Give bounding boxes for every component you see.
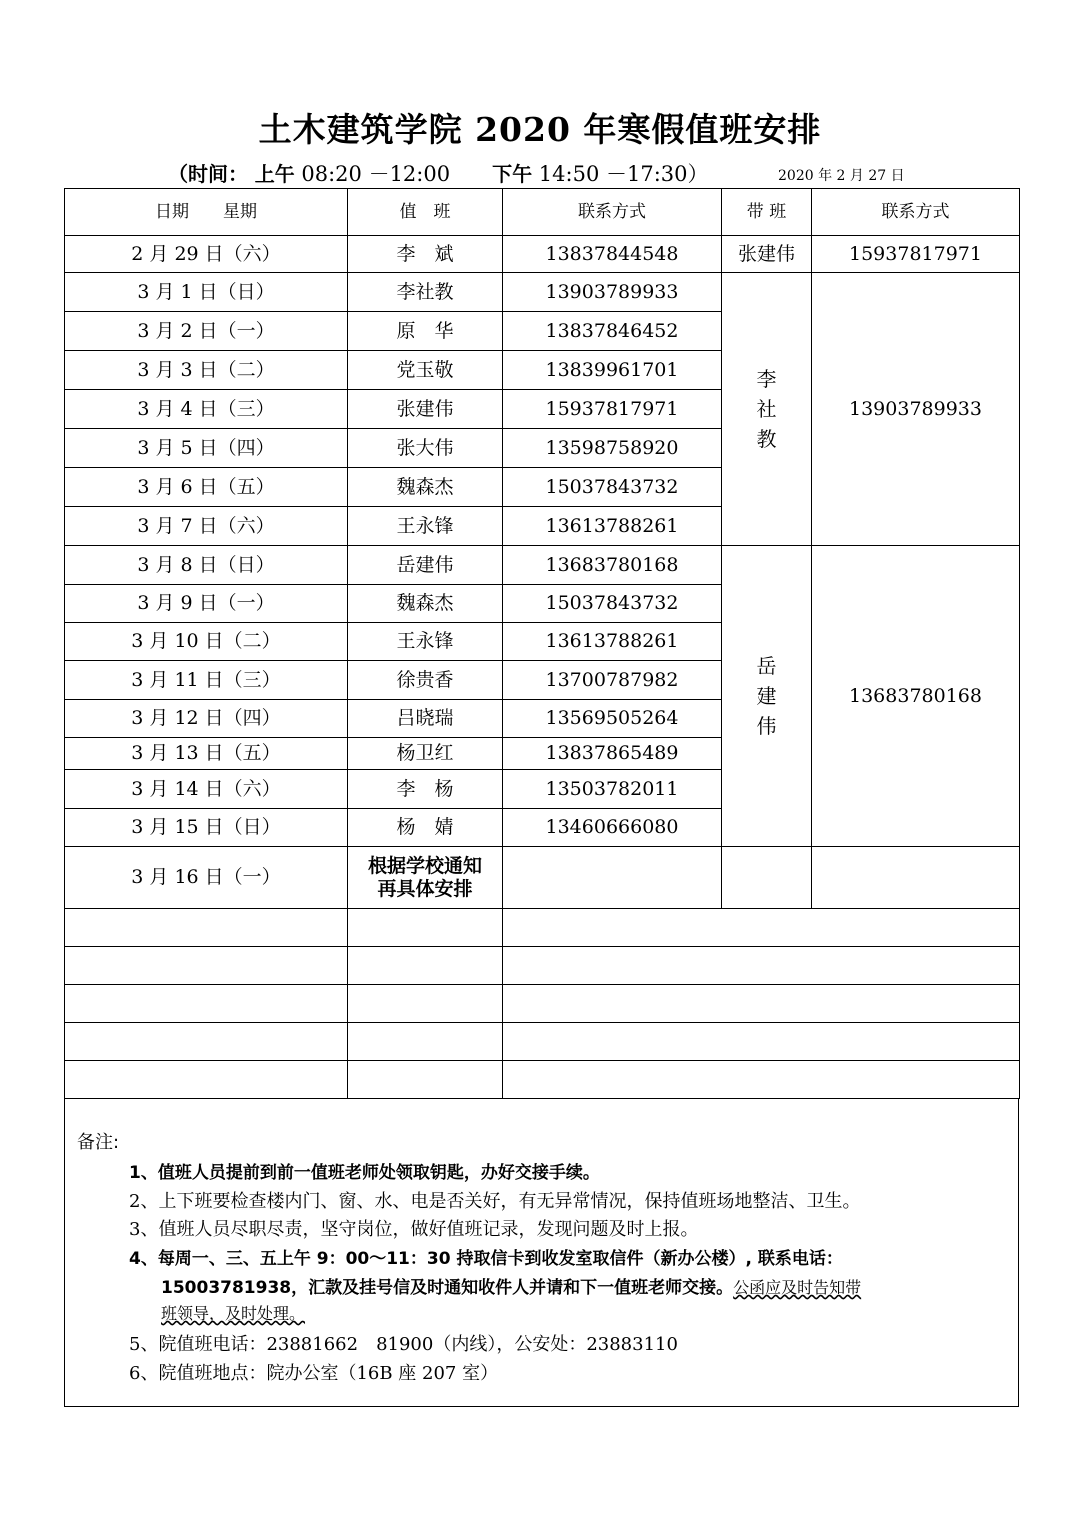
row-date: 3 月 3 日（二）: [65, 351, 348, 390]
note-item-cont: [161, 1273, 861, 1298]
empty-row: [65, 1023, 1020, 1061]
row-date: 3 月 12 日（四）: [65, 700, 348, 738]
table-row: [65, 236, 1020, 273]
row-name: 李 杨: [348, 770, 503, 809]
row-phone: 13503782011: [503, 770, 722, 809]
leader-name: 张建伟: [722, 236, 812, 273]
table-row: [65, 847, 1020, 909]
am-label: 上午: [254, 162, 295, 186]
note-item: 3、值班人员尽职尽责，坚守岗位，做好值班记录，发现问题及时上报。: [129, 1219, 699, 1240]
note-text: 15003781938，汇款及挂号信及时通知收件人并请和下一值班老师交接。: [161, 1278, 734, 1298]
time-close: ）: [687, 162, 709, 186]
row-name: 王永锋: [348, 623, 503, 661]
note-item: 1、值班人员提前到前一值班老师处领取钥匙，办好交接手续。: [129, 1163, 600, 1183]
row-date: 3 月 10 日（二）: [65, 623, 348, 661]
row-name: 李 斌: [348, 236, 503, 273]
row-date: 3 月 13 日（五）: [65, 738, 348, 770]
note-item-cont: [161, 1301, 305, 1324]
table-row: [65, 546, 1020, 585]
note-item: 2、上下班要检查楼内门、窗、水、电是否关好，有无异常情况，保持值班场地整洁、卫生。: [129, 1191, 861, 1212]
row-phone: 13700787982: [503, 661, 722, 700]
row-phone: 13613788261: [503, 623, 722, 661]
note-item: 5、院值班电话：23881662 81900（内线），公安处：23883110: [129, 1334, 678, 1355]
row-date: 3 月 16 日（一）: [65, 847, 348, 909]
duty-table: [64, 188, 1020, 1099]
row-name: 张建伟: [348, 390, 503, 429]
row-phone: 13837846452: [503, 312, 722, 351]
row-name: 原 华: [348, 312, 503, 351]
time-line: [168, 158, 709, 188]
leader-name: 岳建伟: [756, 654, 777, 738]
page-title: 土木建筑学院 2020 年寒假值班安排: [258, 110, 822, 149]
empty-row: [65, 1061, 1020, 1099]
time-label: 时间：: [188, 162, 248, 186]
header-contact: 联系方式: [503, 189, 722, 236]
leader-name: 李社教: [756, 367, 777, 451]
empty-cell: [503, 847, 722, 909]
issue-date: 2020 年 2 月 27 日: [778, 168, 905, 184]
row-phone: 13903789933: [503, 273, 722, 312]
row-phone: 13613788261: [503, 507, 722, 546]
row-date: 3 月 11 日（三）: [65, 661, 348, 700]
leader-name-cell: [722, 273, 812, 546]
empty-row: [65, 985, 1020, 1023]
pm-label: 下午: [492, 162, 533, 186]
row-date: 3 月 1 日（日）: [65, 273, 348, 312]
row-name: 徐贵香: [348, 661, 503, 700]
header-date: 日期 星期: [65, 189, 348, 236]
row-note: [348, 847, 503, 909]
header-leader: 带 班: [722, 189, 812, 236]
row-phone: 13598758920: [503, 429, 722, 468]
row-phone: 13839961701: [503, 351, 722, 390]
notes-box: [64, 1098, 1019, 1407]
table-header: [65, 189, 1020, 236]
notes-label: 备注:: [77, 1132, 120, 1153]
empty-row: [65, 909, 1020, 947]
row-phone: 15037843732: [503, 468, 722, 507]
row-name: 魏森杰: [348, 468, 503, 507]
header-duty: 值 班: [348, 189, 503, 236]
note-item: 4、每周一、三、五上午 9：00～11：30 持取信卡到收发室取信件（新办公楼）, 联系电话：: [129, 1249, 843, 1269]
row-name: 岳建伟: [348, 546, 503, 585]
row-phone: 13460666080: [503, 809, 722, 847]
note-item: 6、院值班地点：院办公室（16B 座 207 室）: [129, 1363, 499, 1384]
row-phone: 15037843732: [503, 585, 722, 623]
row-phone: 13837844548: [503, 236, 722, 273]
leader-name-cell: [722, 546, 812, 847]
row-name: 杨卫红: [348, 738, 503, 770]
row-date: 3 月 15 日（日）: [65, 809, 348, 847]
row-name: 魏森杰: [348, 585, 503, 623]
row-name: 王永锋: [348, 507, 503, 546]
leader-phone: 13683780168: [812, 546, 1020, 847]
row-date: 3 月 8 日（日）: [65, 546, 348, 585]
header-leader-contact: 联系方式: [812, 189, 1020, 236]
row-date: 3 月 14 日（六）: [65, 770, 348, 809]
empty-cell: [812, 847, 1020, 909]
leader-phone: 13903789933: [812, 273, 1020, 546]
am-time: 08:20 －12:00: [301, 162, 451, 186]
row-date: 3 月 4 日（三）: [65, 390, 348, 429]
empty-row: [65, 947, 1020, 985]
row-date: 3 月 5 日（四）: [65, 429, 348, 468]
row-phone: 13569505264: [503, 700, 722, 738]
pm-time: 14:50 －17:30: [538, 162, 688, 186]
row-name: 张大伟: [348, 429, 503, 468]
row-phone: 13683780168: [503, 546, 722, 585]
row-date: 2 月 29 日（六）: [65, 236, 348, 273]
row-name: 吕晓瑞: [348, 700, 503, 738]
leader-phone: 15937817971: [812, 236, 1020, 273]
table-row: [65, 273, 1020, 312]
row-name: 杨 婧: [348, 809, 503, 847]
time-open: （: [168, 162, 188, 186]
row-date: 3 月 9 日（一）: [65, 585, 348, 623]
row-phone: 13837865489: [503, 738, 722, 770]
row-phone: 15937817971: [503, 390, 722, 429]
note-underlined: 班领导，及时处理。: [161, 1304, 306, 1323]
row-date: 3 月 7 日（六）: [65, 507, 348, 546]
row-name: 李社教: [348, 273, 503, 312]
empty-cell: [722, 847, 812, 909]
row-date: 3 月 2 日（一）: [65, 312, 348, 351]
row-note-line: 再具体安排: [377, 877, 473, 900]
row-note-line: 根据学校通知: [367, 854, 482, 877]
note-underlined: 公函应及时告知带: [733, 1278, 862, 1297]
row-name: 党玉敬: [348, 351, 503, 390]
row-date: 3 月 6 日（五）: [65, 468, 348, 507]
